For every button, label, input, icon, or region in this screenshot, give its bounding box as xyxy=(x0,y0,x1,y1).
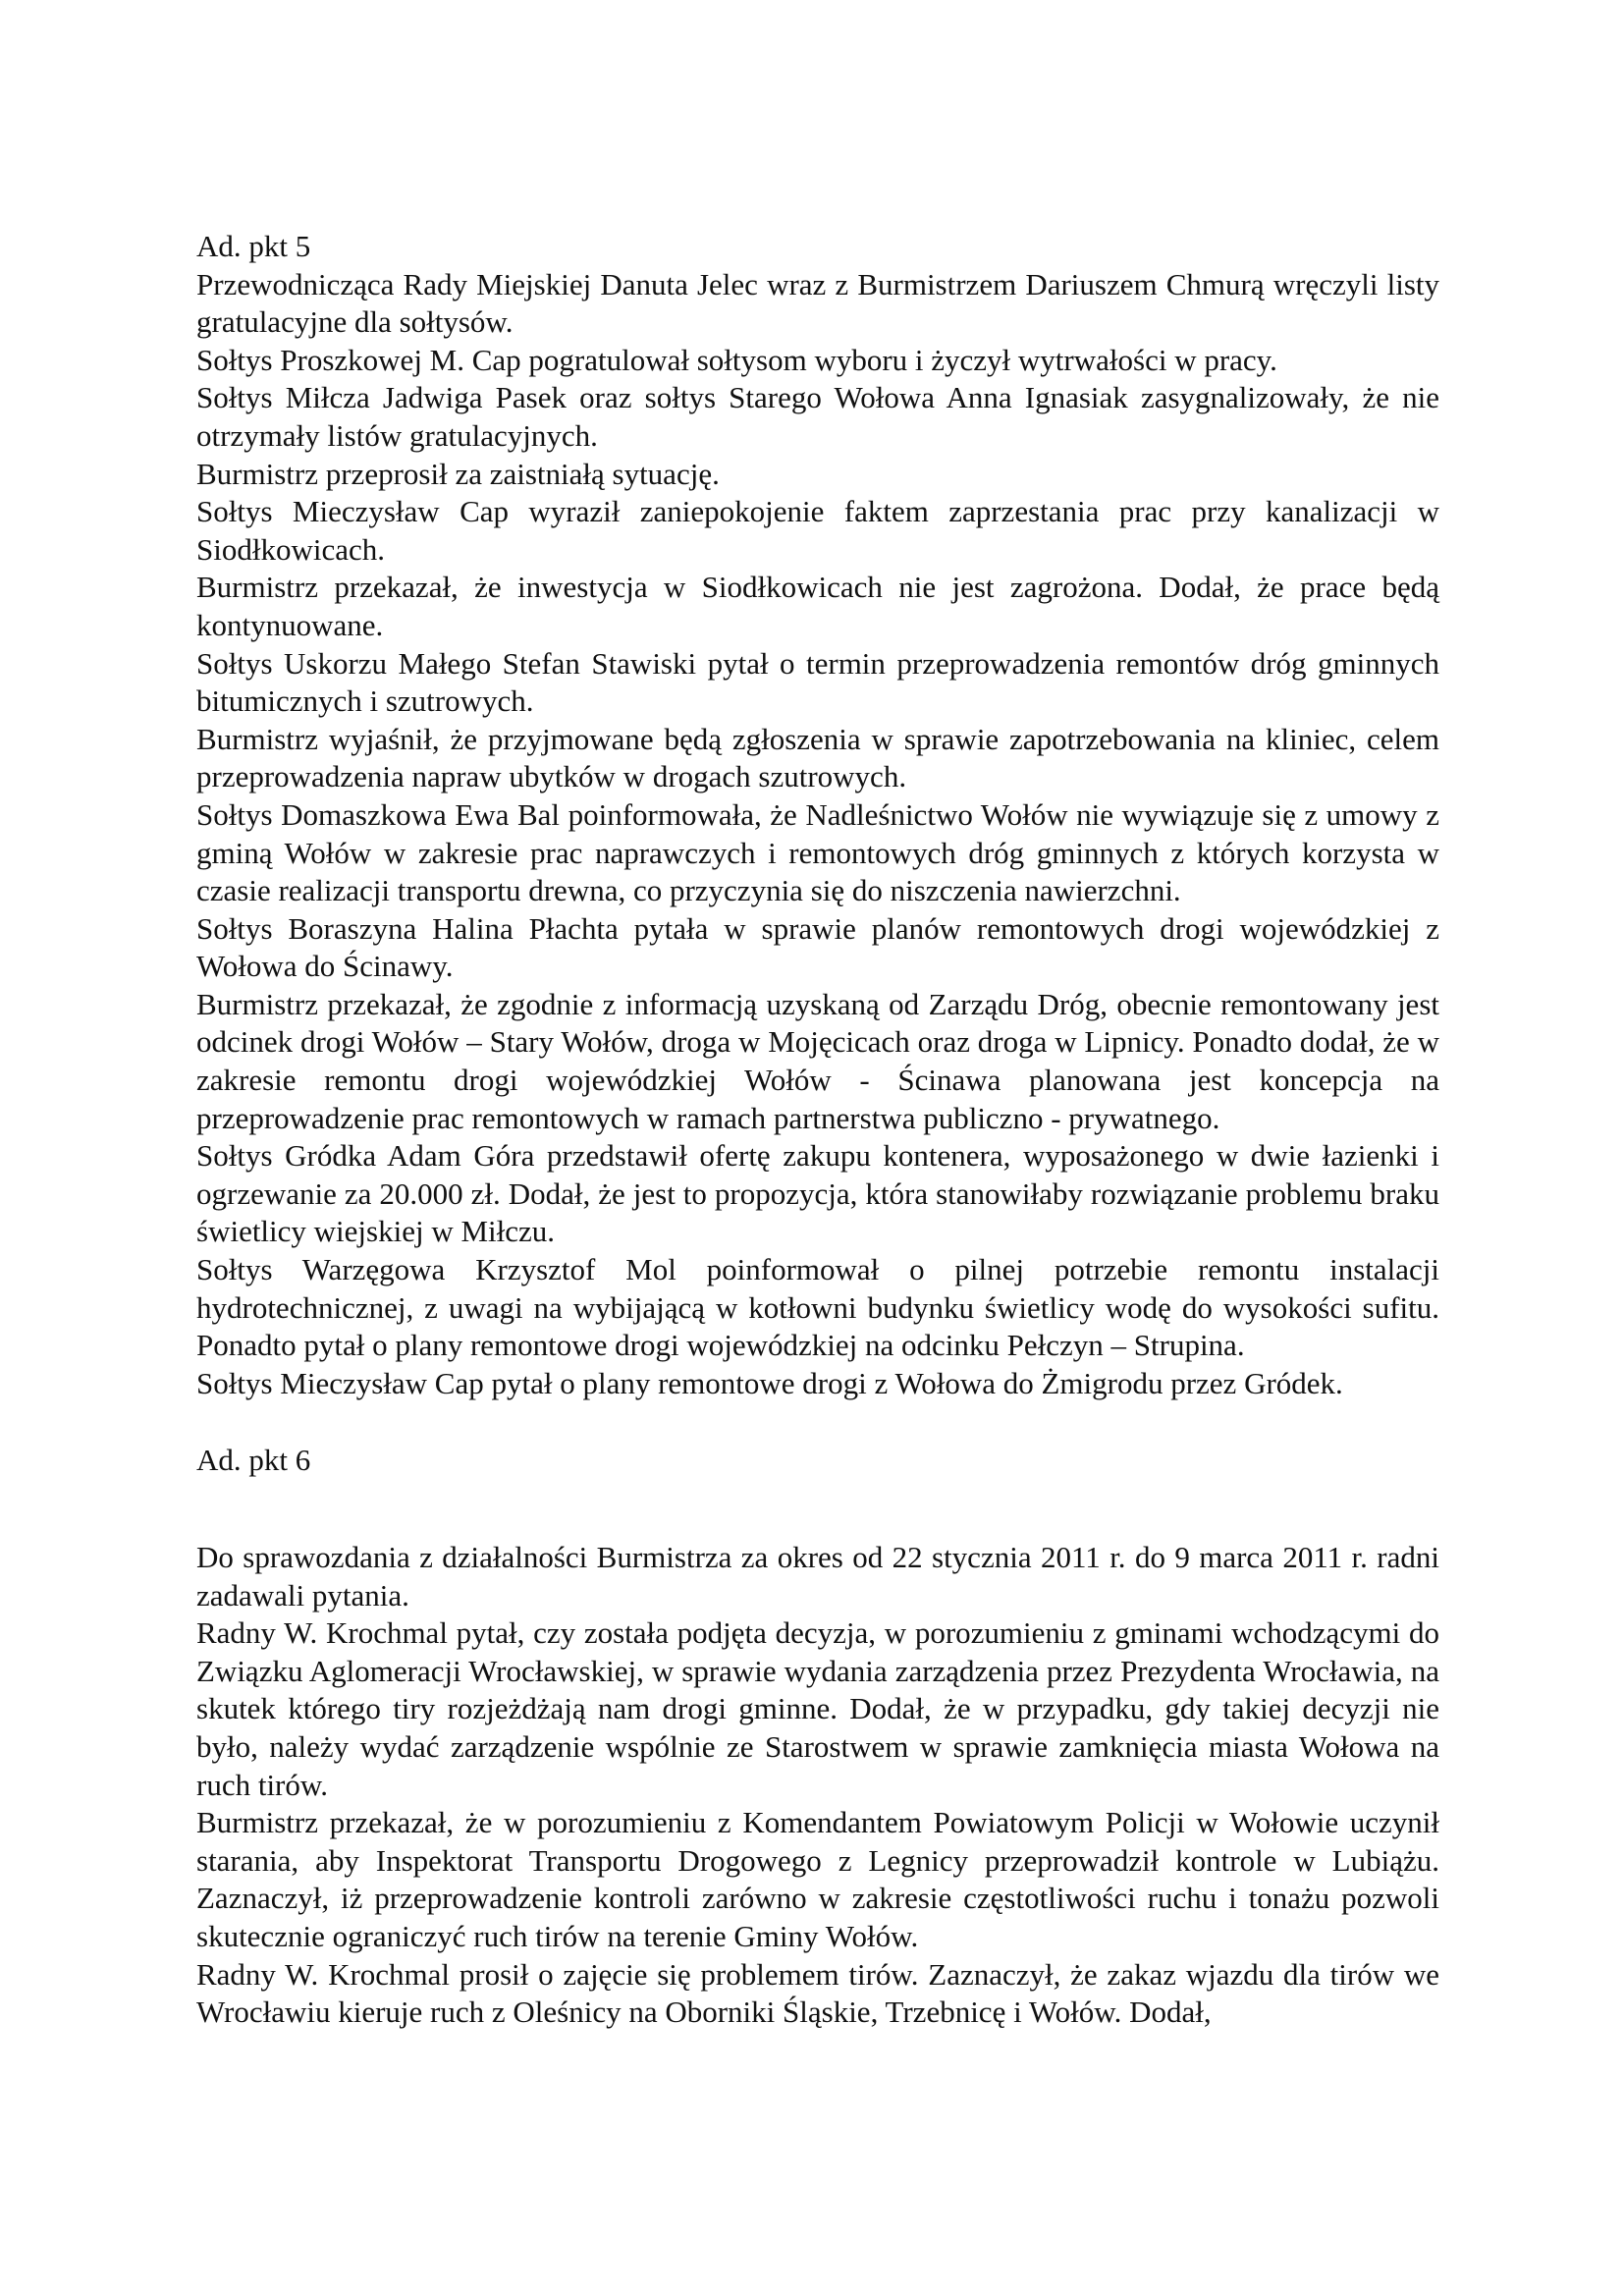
paragraph: Sołtys Gródka Adam Góra przedstawił ofertę zakupu kontenera, wyposażonego w dwie łazienki i ogrzewanie za 20.000 zł. Dodał, że jest to propozycja, która stanowiłaby rozwiązanie problemu braku świetlicy wiejskiej w Miłczu. xyxy=(196,1138,1439,1249)
paragraph: Burmistrz przekazał, że zgodnie z informacją uzyskaną od Zarządu Dróg, obecnie remontowany jest odcinek drogi Wołów – Stary Wołów, droga w Mojęcicach oraz droga w Lipnicy. Ponadto dodał, że w zakresie remontu drogi wojewódzkiej Wołów - Ścinawa planowana jest koncepcja na przeprowadzenie prac remontowych w ramach partnerstwa publiczno - prywatnego. xyxy=(196,986,1439,1135)
paragraph: Sołtys Uskorzu Małego Stefan Stawiski pytał o termin przeprowadzenia remontów dróg gminnych bitumicznych i szutrowych. xyxy=(196,645,1439,719)
paragraph: Burmistrz przekazał, że w porozumieniu z Komendantem Powiatowym Policji w Wołowie uczynił starania, aby Inspektorat Transportu Drogowego z Legnicy przeprowadził kontrole w Lubiążu. Zaznaczył, iż przeprowadzenie kontroli zarówno w zakresie częstotliwości ruchu i tonażu pozwoli skutecznie ograniczyć ruch tirów na terenie Gminy Wołów. xyxy=(196,1805,1439,1953)
section-heading-pkt6: Ad. pkt 6 xyxy=(196,1443,311,1478)
paragraph: Sołtys Proszkowej M. Cap pogratulował sołtysom wyboru i życzył wytrwałości w pracy. xyxy=(196,342,1277,377)
spacer xyxy=(196,1480,1439,1539)
paragraph: Sołtys Boraszyna Halina Płachta pytała w sprawie planów remontowych drogi wojewódzkiej z Wołowa do Ścinawy. xyxy=(196,910,1439,984)
paragraph: Burmistrz przekazał, że inwestycja w Siodłkowicach nie jest zagrożona. Dodał, że prace będą kontynuowane. xyxy=(196,570,1439,642)
spacer xyxy=(196,1402,1439,1442)
paragraph: Radny W. Krochmal prosił o zajęcie się problemem tirów. Zaznaczył, że zakaz wjazdu dla tirów we Wrocławiu kieruje ruch z Oleśnicy na Oborniki Śląskie, Trzebnicę i Wołów. Dodał, xyxy=(196,1956,1439,2030)
paragraph: Radny W. Krochmal pytał, czy została podjęta decyzja, w porozumieniu z gminami wchodzącymi do Związku Aglomeracji Wrocławskiej, w sprawie wydania zarządzenia przez Prezydenta Wrocławia, na skutek którego tiry rozjeżdżają nam drogi gminne. Dodał, że w przypadku, gdy takiej decyzji nie było, należy wydać zarządzenie wspólnie ze Starostwem w sprawie zamknięcia miasta Wołowa na ruch tirów. xyxy=(196,1615,1439,1802)
document-page xyxy=(196,228,1439,2032)
paragraph: Do sprawozdania z działalności Burmistrza za okres od 22 stycznia 2011 r. do 9 marca 2011 r. radni zadawali pytania. xyxy=(196,1540,1439,1613)
paragraph: Sołtys Mieczysław Cap wyraził zaniepokojenie faktem zaprzestania prac przy kanalizacji w Siodłkowicach. xyxy=(196,494,1439,567)
paragraph: Sołtys Miłcza Jadwiga Pasek oraz sołtys Starego Wołowa Anna Ignasiak zasygnalizowały, że nie otrzymały listów gratulacyjnych. xyxy=(196,380,1439,453)
paragraph: Sołtys Domaszkowa Ewa Bal poinformowała, że Nadleśnictwo Wołów nie wywiązuje się z umowy z gminą Wołów w zakresie prac naprawczych i remontowych dróg gminnych z których korzysta w czasie realizacji transportu drewna, co przyczynia się do niszczenia nawierzchni. xyxy=(196,796,1439,908)
paragraph: Burmistrz wyjaśnił, że przyjmowane będą zgłoszenia w sprawie zapotrzebowania na kliniec, celem przeprowadzenia napraw ubytków w drogach szutrowych. xyxy=(196,721,1439,794)
section-heading-pkt5: Ad. pkt 5 xyxy=(196,229,311,263)
paragraph: Sołtys Mieczysław Cap pytał o plany remontowe drogi z Wołowa do Żmigrodu przez Gródek. xyxy=(196,1365,1343,1400)
paragraph: Przewodnicząca Rady Miejskiej Danuta Jelec wraz z Burmistrzem Dariuszem Chmurą wręczyli listy gratulacyjne dla sołtysów. xyxy=(196,266,1439,340)
paragraph: Sołtys Warzęgowa Krzysztof Mol poinformował o pilnej potrzebie remontu instalacji hydrotechnicznej, z uwagi na wybijającą w kotłowni budynku świetlicy wodę do wysokości sufitu. Ponadto pytał o plany remontowe drogi wojewódzkiej na odcinku Pełczyn – Strupina. xyxy=(196,1252,1439,1363)
paragraph: Burmistrz przeprosił za zaistniałą sytuację. xyxy=(196,456,720,491)
